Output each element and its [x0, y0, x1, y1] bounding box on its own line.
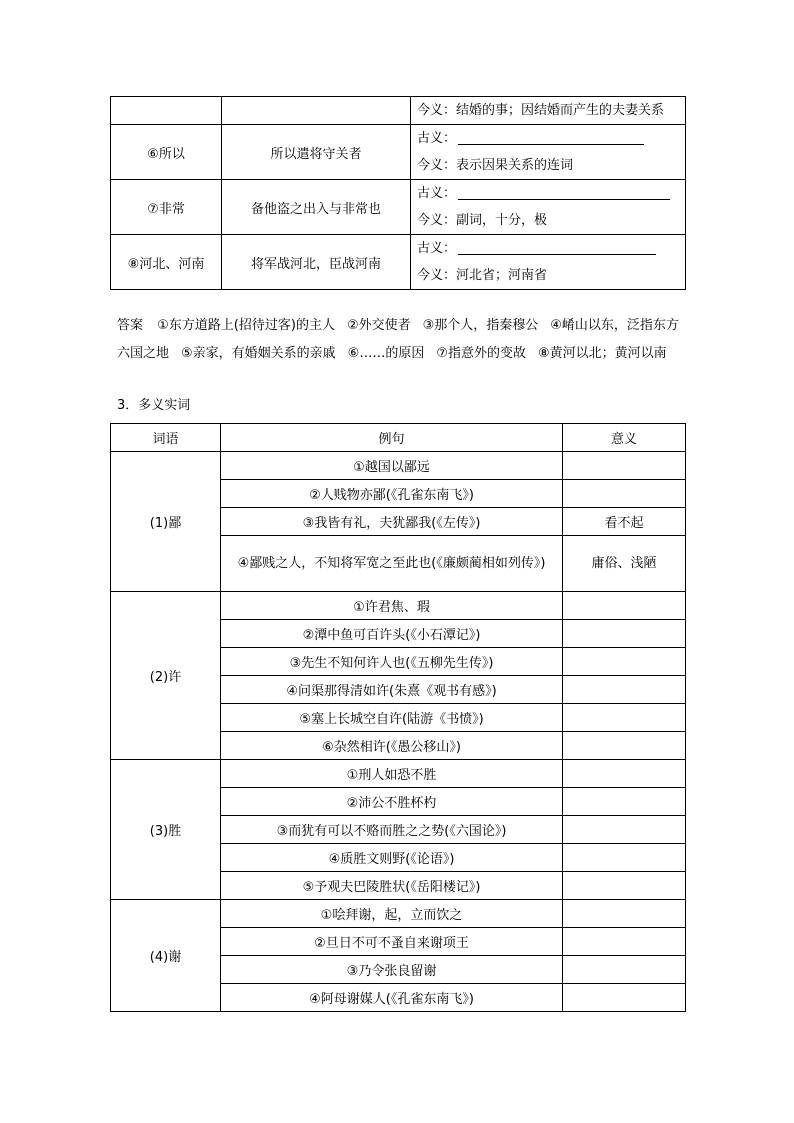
- fill-in-blank[interactable]: [458, 128, 644, 145]
- word-cell: (4)谢: [111, 900, 221, 1012]
- example-cell: 将军战河北，臣战河南: [222, 235, 411, 290]
- ancient-modern-meaning-table: [110, 96, 686, 290]
- table-row: [111, 235, 686, 290]
- word-cell: [111, 97, 222, 125]
- header-cell: 意义: [563, 424, 686, 452]
- example-cell: [222, 97, 411, 125]
- meaning-cell[interactable]: [563, 452, 686, 480]
- meaning-cell[interactable]: [563, 928, 686, 956]
- meaning-line: [417, 235, 685, 262]
- meaning-cell[interactable]: [563, 872, 686, 900]
- answer-item: ④崤山以东，泛指东方六国之地: [117, 318, 679, 361]
- fill-in-blank[interactable]: [458, 238, 656, 255]
- table-row: [111, 900, 686, 928]
- meaning-label: 古义：: [417, 186, 457, 201]
- answer-item: ⑦指意外的变故: [436, 346, 526, 361]
- example-cell: ④质胜文则野(《论语》): [221, 844, 563, 872]
- example-cell: ④鄙贱之人，不知将军宽之至此也(《廉颇蔺相如列传》): [221, 536, 563, 592]
- example-cell: ④阿母谢媒人(《孔雀东南飞》): [221, 984, 563, 1012]
- word-cell: (1)鄙: [111, 452, 221, 592]
- word-cell: ⑧河北、河南: [111, 235, 222, 290]
- meaning-cell[interactable]: [563, 648, 686, 676]
- example-cell: ⑤塞上长城空自许(陆游《书愤》): [221, 704, 563, 732]
- meaning-line: [417, 125, 685, 152]
- example-cell: ③我皆有礼，夫犹鄙我(《左传》): [221, 508, 563, 536]
- table-row: [111, 592, 686, 620]
- example-cell: ④问渠那得清如许(朱熹《观书有感》): [221, 676, 563, 704]
- meaning-cell[interactable]: [563, 816, 686, 844]
- meaning-label: 古义：: [417, 131, 457, 146]
- example-cell: 备他盗之出入与非常也: [222, 180, 411, 235]
- meaning-line: [417, 262, 685, 289]
- meaning-cell[interactable]: [563, 676, 686, 704]
- answer-item: ⑥……的原因: [347, 346, 425, 361]
- section-heading: 3．多义实词: [117, 398, 191, 413]
- example-cell: ③而犹有可以不赂而胜之之势(《六国论》): [221, 816, 563, 844]
- meaning-line: [417, 180, 685, 207]
- word-cell: (3)胜: [111, 760, 221, 900]
- word-cell: ⑦非常: [111, 180, 222, 235]
- table-row: [111, 760, 686, 788]
- example-cell: ⑥杂然相许(《愚公移山》): [221, 732, 563, 760]
- answer-tag: 答案: [117, 318, 144, 333]
- answer-item: ⑧黄河以北；黄河以南: [537, 346, 667, 361]
- example-cell: ②人贱物亦鄙(《孔雀东南飞》): [221, 480, 563, 508]
- meaning-line: [417, 97, 685, 124]
- meaning-cell[interactable]: [563, 900, 686, 928]
- word-cell: ⑥所以: [111, 125, 222, 180]
- meaning-text: 今义：结婚的事；因结婚而产生的夫妻关系: [417, 103, 665, 118]
- word-cell: (2)许: [111, 592, 221, 760]
- meaning-text: 今义：表示因果关系的连词: [417, 158, 574, 173]
- answer-item: ①东方道路上(招待过客)的主人: [157, 318, 335, 333]
- meaning-cell: [411, 235, 686, 290]
- meaning-text: 今义：副词，十分，极: [417, 213, 548, 228]
- table-row: [111, 125, 686, 180]
- meaning-cell[interactable]: [563, 844, 686, 872]
- meaning-cell: [411, 97, 686, 125]
- meaning-cell[interactable]: 庸俗、浅陋: [563, 536, 686, 592]
- meaning-cell[interactable]: [563, 592, 686, 620]
- meaning-label: 古义：: [417, 241, 457, 256]
- meaning-cell[interactable]: [563, 620, 686, 648]
- meaning-line: [417, 207, 685, 234]
- meaning-cell: [411, 180, 686, 235]
- example-cell: ②旦日不可不蚤自来谢项王: [221, 928, 563, 956]
- example-cell: ①哙拜谢，起，立而饮之: [221, 900, 563, 928]
- table-row: [111, 97, 686, 125]
- meaning-cell[interactable]: [563, 760, 686, 788]
- example-cell: ①越国以鄙远: [221, 452, 563, 480]
- meaning-cell[interactable]: [563, 480, 686, 508]
- table-row: [111, 180, 686, 235]
- example-cell: ③先生不知何许人也(《五柳先生传》): [221, 648, 563, 676]
- example-cell: ③乃令张良留谢: [221, 956, 563, 984]
- answer-item: ⑤亲家，有婚姻关系的亲戚: [181, 346, 336, 361]
- meaning-cell[interactable]: [563, 984, 686, 1012]
- answer-block: [117, 312, 687, 368]
- table-row: [111, 452, 686, 480]
- example-cell: ①许君焦、瑕: [221, 592, 563, 620]
- example-cell: ②潭中鱼可百许头(《小石潭记》): [221, 620, 563, 648]
- header-cell: 词语: [111, 424, 221, 452]
- polysemous-words-table: [110, 423, 686, 1012]
- example-cell: ⑤予观夫巴陵胜状(《岳阳楼记》): [221, 872, 563, 900]
- meaning-cell[interactable]: [563, 732, 686, 760]
- meaning-line: [417, 152, 685, 179]
- meaning-cell: [411, 125, 686, 180]
- meaning-cell[interactable]: [563, 704, 686, 732]
- example-cell: ①刑人如恐不胜: [221, 760, 563, 788]
- answer-item: ③那个人，指秦穆公: [422, 318, 539, 333]
- table-header-row: [111, 424, 686, 452]
- answer-item: ②外交使者: [346, 318, 411, 333]
- meaning-cell[interactable]: 看不起: [563, 508, 686, 536]
- fill-in-blank[interactable]: [458, 183, 670, 200]
- meaning-cell[interactable]: [563, 956, 686, 984]
- meaning-text: 今义：河北省；河南省: [417, 268, 548, 283]
- meaning-cell[interactable]: [563, 788, 686, 816]
- example-cell: 所以遣将守关者: [222, 125, 411, 180]
- header-cell: 例句: [221, 424, 563, 452]
- example-cell: ②沛公不胜杯杓: [221, 788, 563, 816]
